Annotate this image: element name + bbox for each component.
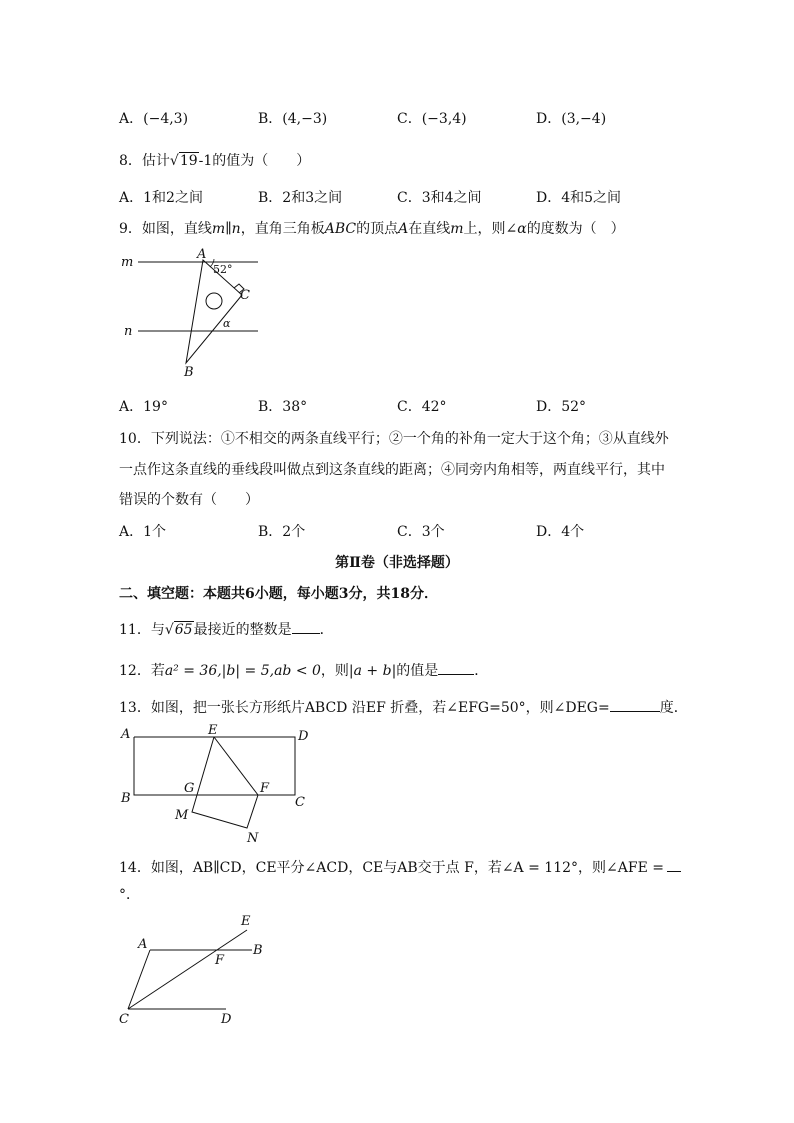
q8-stem: 8．估计√19-1的值为（ ）	[119, 153, 311, 169]
q8-option-a: A．1和2之间	[119, 190, 203, 206]
label-n: n	[124, 324, 133, 339]
section-fill-blank: 二、填空题：本题共6小题，每小题3分，共18分．	[119, 586, 438, 602]
q13-stem: 13．如图，把一张长方形纸片ABCD 沿EF 折叠，若∠EFG=50°，则∠DEG= 度．	[119, 700, 688, 716]
q9-stem: 9．如图，直线m∥n，直角三角板ABC的顶点A在直线m上，则∠α的度数为（ ）	[119, 221, 625, 237]
label-d: D	[298, 729, 309, 744]
q10-option-b: B．2个	[258, 524, 306, 540]
q7-option-c: C．(−3,4)	[397, 111, 467, 127]
label-d: D	[221, 1012, 232, 1027]
q9-option-b: B．38°	[258, 399, 308, 415]
q9-option-a: A．19°	[119, 399, 168, 415]
label-b: B	[253, 943, 263, 958]
q13-answer-blank[interactable]	[610, 699, 660, 712]
ruler-hole	[206, 293, 222, 309]
q8-option-c: C．3和4之间	[397, 190, 482, 206]
label-a: A	[138, 937, 148, 952]
q9-figure	[110, 245, 270, 385]
label-b: B	[121, 791, 131, 806]
label-m: m	[121, 255, 134, 270]
label-e: E	[208, 723, 218, 738]
q14-line-2: °．	[119, 887, 140, 903]
label-c: C	[295, 795, 305, 810]
label-alpha: α	[223, 317, 231, 330]
label-52: 52°	[213, 263, 233, 276]
q10-option-a: A．1个	[119, 524, 167, 540]
label-n: N	[247, 831, 259, 846]
q9-option-c: C．42°	[397, 399, 447, 415]
q7-option-b: B．(4,−3)	[258, 111, 328, 127]
q10-option-c: C．3个	[397, 524, 445, 540]
q14-line-1: 14．如图，AB∥CD，CE平分∠ACD，CE与AB交于点 F，若∠A = 112°，则∠AFE =	[119, 857, 681, 877]
label-b: B	[184, 365, 194, 380]
q12-stem: 12．若a² = 36,|b| = 5,ab < 0，则|a + b|的值是 ．	[119, 663, 489, 679]
q10-line-1: 10．下列说法：①不相交的两条直线平行；②一个角的补角一定大于这个角；③从直线外	[119, 431, 669, 447]
q14-figure	[110, 910, 280, 1030]
q7-option-d: D．(3,−4)	[536, 111, 607, 127]
label-a: A	[197, 247, 207, 262]
q11-answer-blank[interactable]	[292, 621, 320, 634]
label-c: C	[240, 288, 250, 303]
label-a: A	[121, 727, 131, 742]
rectangle-abcd	[134, 737, 295, 795]
q10-line-2: 一点作这条直线的垂线段叫做点到这条直线的距离；④同旁内角相等，两直线平行，其中	[119, 462, 665, 478]
line-ac	[128, 950, 150, 1009]
q8-option-d: D．4和5之间	[536, 190, 622, 206]
label-f: F	[215, 953, 225, 968]
part2-title: 第Ⅱ卷（非选择题）	[335, 555, 459, 571]
q10-line-3: 错误的个数有（ ）	[119, 492, 259, 508]
q12-answer-blank[interactable]	[438, 662, 474, 675]
q8-option-b: B．2和3之间	[258, 190, 343, 206]
q13-figure	[110, 718, 320, 848]
fold-line-ef	[214, 737, 258, 795]
q14-answer-blank[interactable]	[667, 859, 681, 872]
label-m: M	[175, 808, 189, 823]
q9-option-d: D．52°	[536, 399, 587, 415]
q11-stem: 11．与√65最接近的整数是 ．	[119, 622, 334, 638]
q10-option-d: D．4个	[536, 524, 585, 540]
label-g: G	[184, 781, 195, 796]
label-c: C	[119, 1012, 129, 1027]
q7-option-a: A．(−4,3)	[119, 111, 189, 127]
label-e: E	[241, 914, 251, 929]
label-f: F	[260, 781, 270, 796]
